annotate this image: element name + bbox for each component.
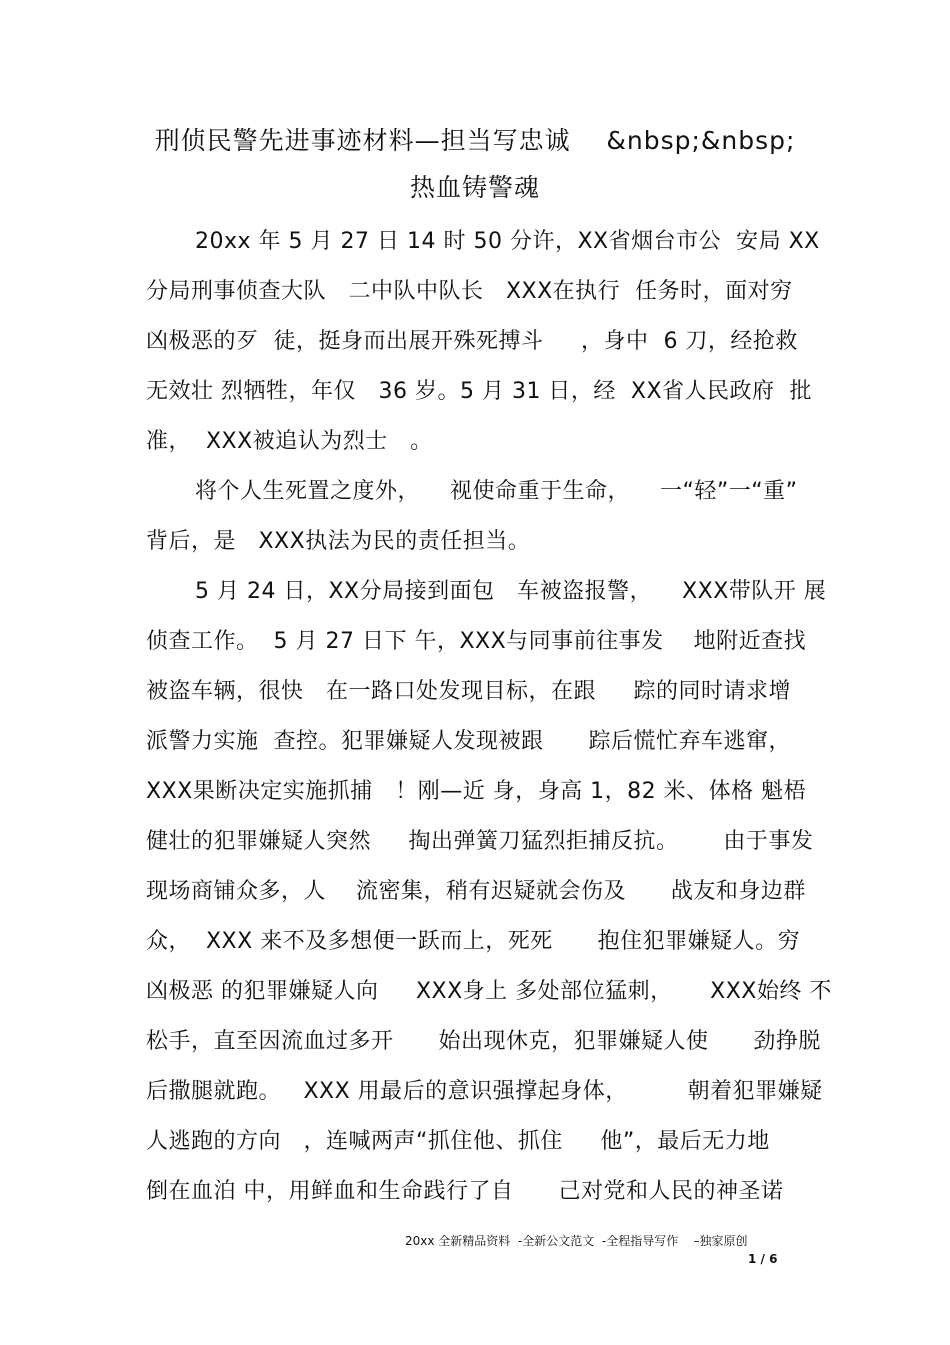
- body-line: 众， XXX 来不及多想便一跃而上，死死 抱住犯罪嫌疑人。穷: [146, 929, 801, 954]
- body-line: 背后，是 XXX执法为民的责任担当。: [146, 529, 531, 554]
- body-line: XXX果断决定实施抓捕 ！刚—近 身，身高 1，82 米、体格 魁梧: [146, 779, 807, 804]
- body-line: 派警力实施 查控。犯罪嫌疑人发现被跟 踪后慌忙弃车逃窜，: [146, 729, 791, 754]
- body-line: 将个人生死置之度外， 视使命重于生命， 一“轻”一“重”: [195, 479, 798, 504]
- body-line: 后撒腿就跑。 XXX 用最后的意识强撑起身体， 朝着犯罪嫌疑: [146, 1079, 823, 1104]
- body-line: 松手，直至因流血过多开 始出现休克，犯罪嫌疑人使 劲挣脱: [146, 1029, 821, 1054]
- body-line: 凶极恶 的犯罪嫌疑人向 XXX身上 多处部位猛刺， XXX始终 不: [146, 979, 832, 1004]
- body-line: 无效壮 烈牺牲，年仅 36 岁。5 月 31 日，经 XX省人民政府 批: [146, 379, 813, 404]
- body-line: 现场商铺众多，人 流密集，稍有迟疑就会伤及 战友和身边群: [146, 879, 806, 904]
- body-line: 20xx 年 5 月 27 日 14 时 50 分许，XX省烟台市公 安局 XX: [195, 229, 820, 254]
- document-title-line-2: 热血铸警魂: [409, 173, 540, 202]
- body-line: 侦查工作。 5 月 27 日下 午，XXX与同事前往事发 地附近查找: [146, 629, 807, 654]
- body-line: 被盗车辆，很快 在一路口处发现目标，在跟 踪的同时请求增: [146, 679, 791, 704]
- body-line: 健壮的犯罪嫌疑人突然 掏出弹簧刀猛烈拒捕反抗。 由于事发: [146, 829, 814, 854]
- body-line: 分局刑事侦查大队 二中队中队长 XXX在执行 任务时，面对穷: [146, 279, 793, 304]
- body-line: 人逃跑的方向 ，连喊两声“抓住他、抓住 他”，最后无力地: [146, 1129, 770, 1154]
- body-line: 5 月 24 日，XX分局接到面包 车被盗报警， XXX带队开 展: [195, 579, 827, 604]
- footer-note: 20xx 全新精品资料 -全新公文范文 -全程指导写作 –独家原创: [405, 1234, 748, 1248]
- body-line: 准， XXX被追认为烈士 。: [146, 429, 433, 454]
- body-line: 倒在血泊 中，用鲜血和生命践行了自 己对党和人民的神圣诺: [146, 1179, 784, 1204]
- page-number: 1 / 6: [748, 1252, 778, 1266]
- document-title-line-1: 刑侦民警先进事迹材料—担当写忠诚 &nbsp;&nbsp;: [154, 126, 796, 155]
- body-line: 凶极恶的歹 徒，挺身而出展开殊死搏斗 ，身中 6 刀，经抢救: [146, 329, 798, 354]
